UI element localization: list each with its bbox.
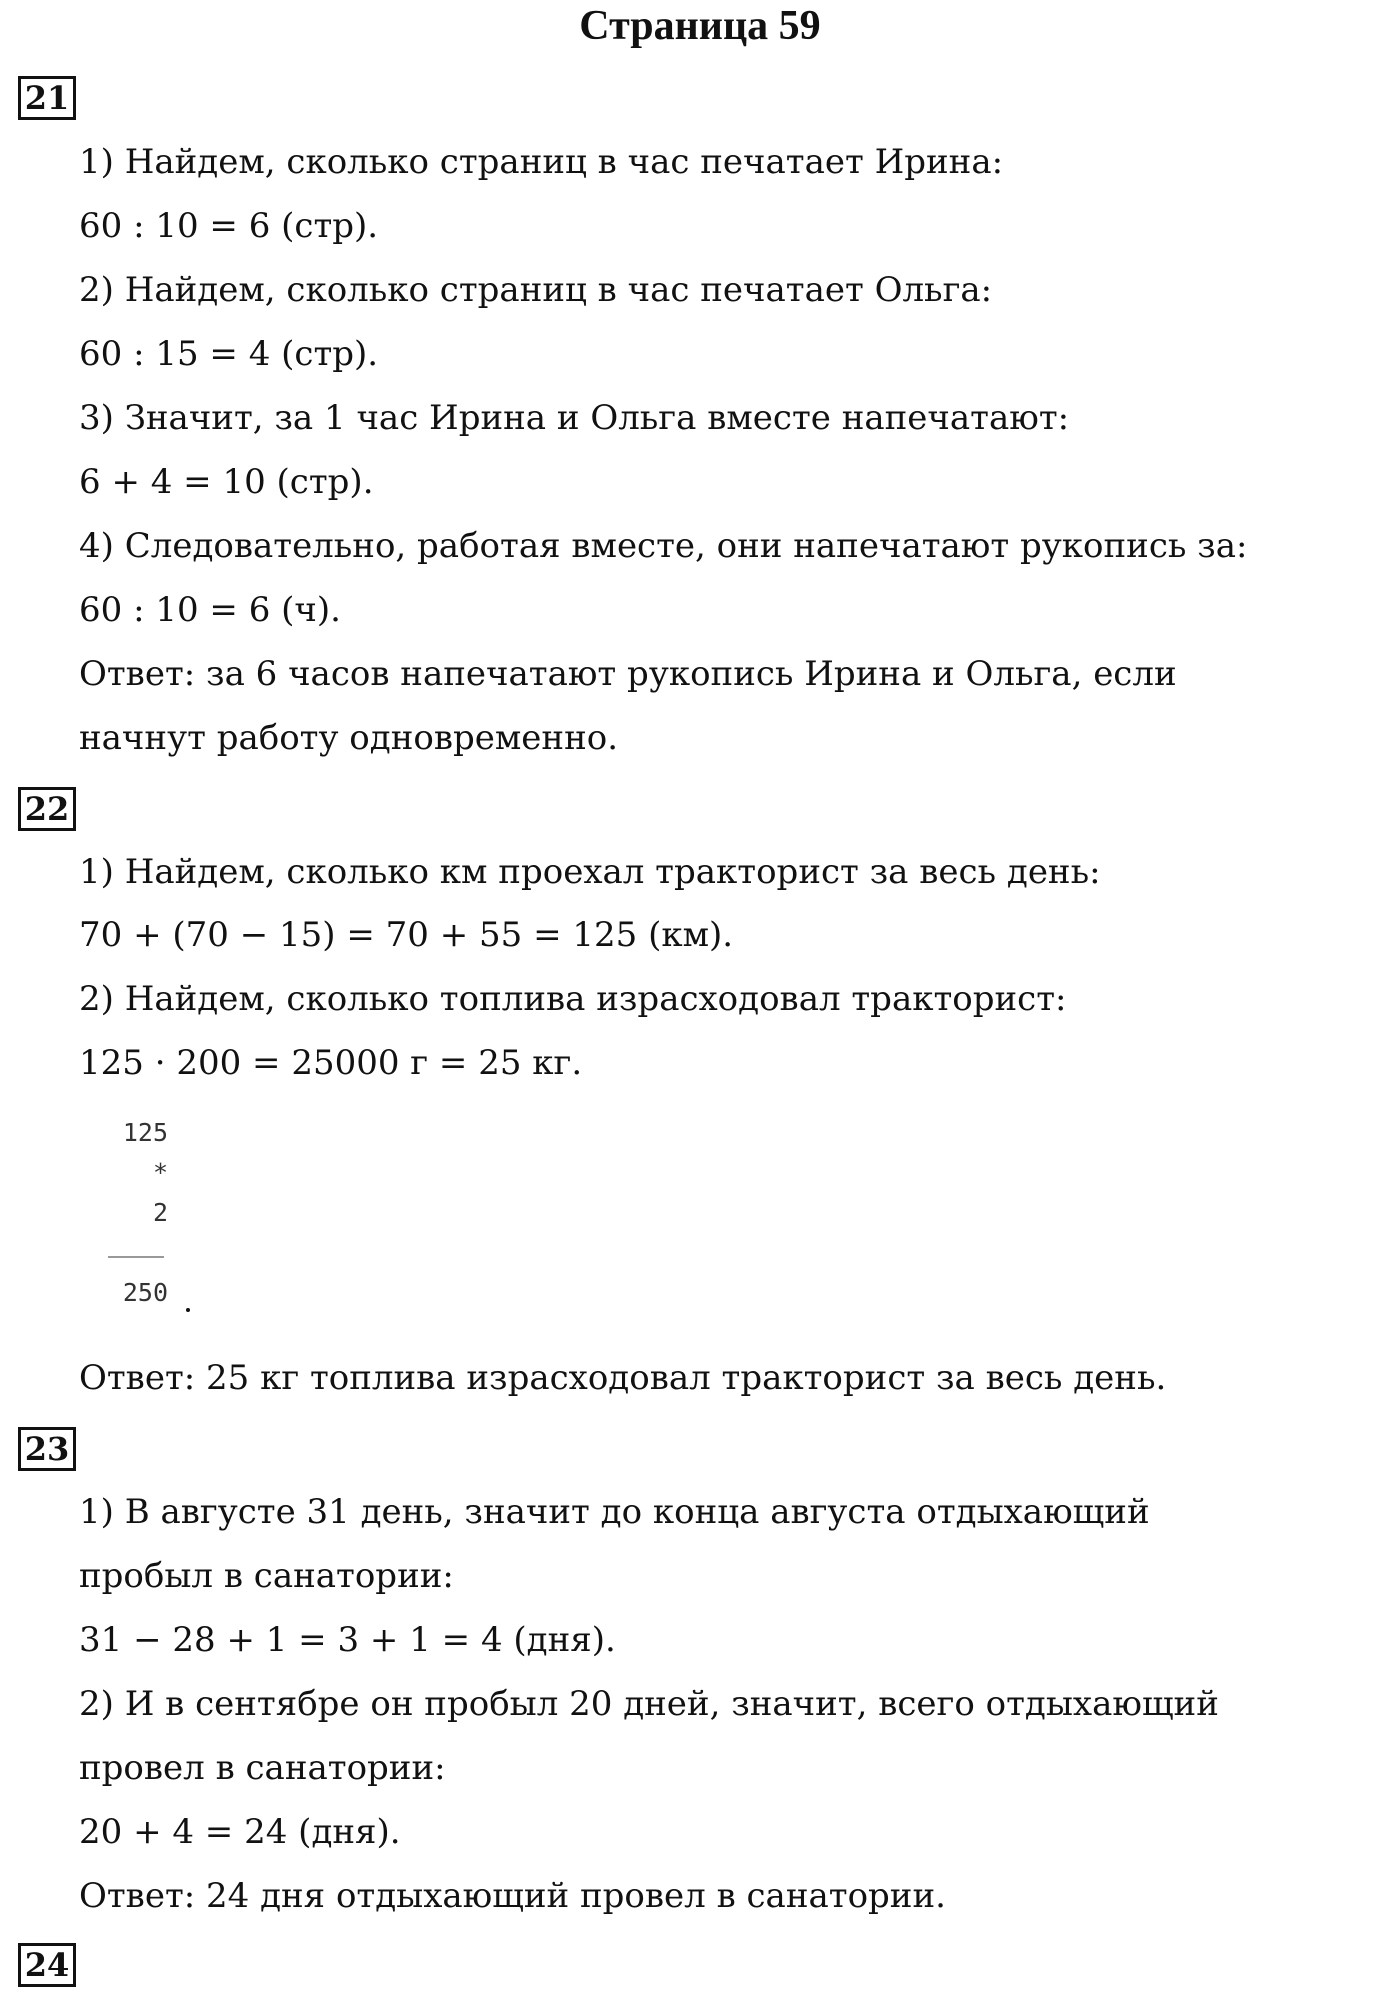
answer-line: начнут работу одновременно.: [79, 718, 619, 758]
solution-line: 31 − 28 + 1 = 3 + 1 = 4 (дня).: [79, 1620, 616, 1660]
page-title: Страница 59: [579, 3, 821, 49]
problem-number-badge: 24: [18, 1943, 76, 1987]
solution-line: 1) Найдем, сколько страниц в час печатает Ирина:: [79, 142, 1004, 182]
solution-line: провел в санатории:: [79, 1748, 446, 1788]
solution-line: пробыл в санатории:: [79, 1556, 454, 1596]
problem-number-badge: 23: [18, 1427, 76, 1471]
problem-number-badge: 22: [18, 787, 76, 831]
multiplicand: 125: [122, 1118, 168, 1147]
solution-line: 6 + 4 = 10 (стр).: [79, 462, 374, 502]
solution-line: 60 : 10 = 6 (стр).: [79, 206, 379, 246]
result-rule: [108, 1256, 164, 1258]
solution-line: 125 · 200 = 25000 г = 25 кг.: [79, 1043, 583, 1083]
product: 250: [122, 1278, 168, 1307]
solution-line: 70 + (70 − 15) = 70 + 55 = 125 (км).: [79, 915, 734, 955]
answer-line: Ответ: за 6 часов напечатают рукопись Ирина и Ольга, если: [79, 654, 1177, 694]
multiplier: 2: [152, 1198, 168, 1227]
period-dot: [186, 1308, 190, 1312]
solution-line: 2) Найдем, сколько страниц в час печатает Ольга:: [79, 270, 993, 310]
solution-line: 20 + 4 = 24 (дня).: [79, 1812, 401, 1852]
solution-line: 4) Следовательно, работая вместе, они напечатают рукопись за:: [79, 526, 1248, 566]
solution-line: 60 : 10 = 6 (ч).: [79, 590, 341, 630]
solution-line: 60 : 15 = 4 (стр).: [79, 334, 379, 374]
solution-line: 3) Значит, за 1 час Ирина и Ольга вместе напечатают:: [79, 398, 1070, 438]
solution-line: 1) В августе 31 день, значит до конца августа отдыхающий: [79, 1492, 1150, 1532]
answer-line: Ответ: 24 дня отдыхающий провел в санатории.: [79, 1876, 946, 1916]
multiplication-operator: *: [152, 1158, 168, 1187]
solution-line: 2) Найдем, сколько топлива израсходовал тракторист:: [79, 979, 1067, 1019]
answer-line: Ответ: 25 кг топлива израсходовал тракторист за весь день.: [79, 1358, 1167, 1398]
problem-number-badge: 21: [18, 76, 76, 120]
solution-line: 2) И в сентябре он пробыл 20 дней, значит, всего отдыхающий: [79, 1684, 1219, 1724]
solution-line: 1) Найдем, сколько км проехал тракторист за весь день:: [79, 852, 1101, 892]
